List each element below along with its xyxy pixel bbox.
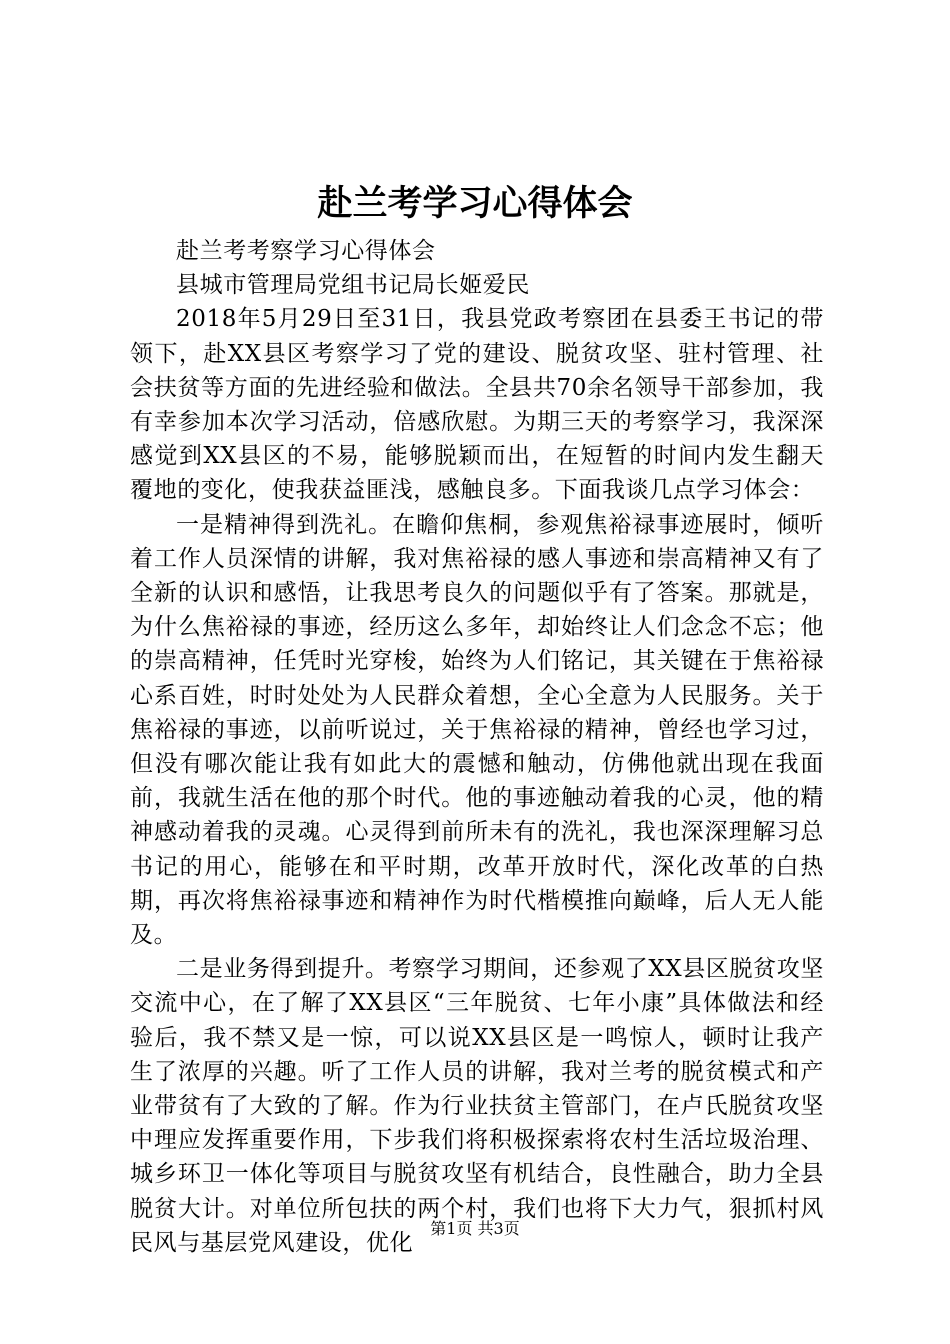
paragraph-business: 二是业务得到提升。考察学习期间，还参观了XX县区脱贫攻坚交流中心，在了解了XX县区“三年脱贫、七年小康”具体做法和经验后，我不禁又是一惊，可以说XX县区是一鸣惊人，顿时让我产生了浓厚的兴趣。听了工作人员的讲解，我对兰考的脱贫模式和产业带贫有了大致的了解。作为行业扶贫主管部门，在卢氏脱贫攻坚中理应发挥重要作用，下步我们将积极探索将农村生活垃圾治理、城乡环卫一体化等项目与脱贫攻坚有机结合，良性融合，助力全县脱贫大计。对单位所包扶的两个村，我们也将下大力气，狠抓村风民风与基层党风建设，优化	[130, 956, 824, 1256]
document-subtitle: 赴兰考考察学习心得体会	[176, 238, 436, 264]
page-footer: 第1页 共3页	[430, 1219, 520, 1238]
document-title: 赴兰考学习心得体会	[317, 183, 633, 224]
paragraph-intro: 2018年5月29日至31日，我县党政考察团在县委王书记的带领下，赴XX县区考察学习了党的建设、脱贫攻坚、驻村管理、社会扶贫等方面的先进经验和做法。全县共70余名领导干部参加，我有幸参加本次学习活动，倍感欣慰。为期三天的考察学习，我深深感觉到XX县区的不易，能够脱颖而出，在短暂的时间内发生翻天覆地的变化，使我获益匪浅，感触良多。下面我谈几点学习体会：	[130, 306, 824, 504]
document-author: 县城市管理局党组书记局长姬爱民	[176, 272, 530, 299]
paragraph-spirit: 一是精神得到洗礼。在瞻仰焦桐，参观焦裕禄事迹展时，倾听着工作人员深情的讲解，我对焦裕禄的感人事迹和崇高精神又有了全新的认识和感悟，让我思考良久的问题似乎有了答案。那就是，为什么焦裕禄的事迹，经历这么多年，却始终让人们念念不忘；他的崇高精神，任凭时光穿梭，始终为人们铭记，其关键在于焦裕禄心系百姓，时时处处为人民群众着想，全心全意为人民服务。关于焦裕禄的事迹，以前听说过，关于焦裕禄的精神，曾经也学习过，但没有哪次能让我有如此大的震憾和触动，仿佛他就出现在我面前，我就生活在他的那个时代。他的事迹触动着我的心灵，他的精神感动着我的灵魂。心灵得到前所未有的洗礼，我也深深理解习总书记的用心，能够在和平时期，改革开放时代，深化改革的白热期，再次将焦裕禄事迹和精神作为时代楷模推向巅峰，后人无人能及。	[130, 511, 824, 949]
document-body	[130, 234, 824, 1260]
